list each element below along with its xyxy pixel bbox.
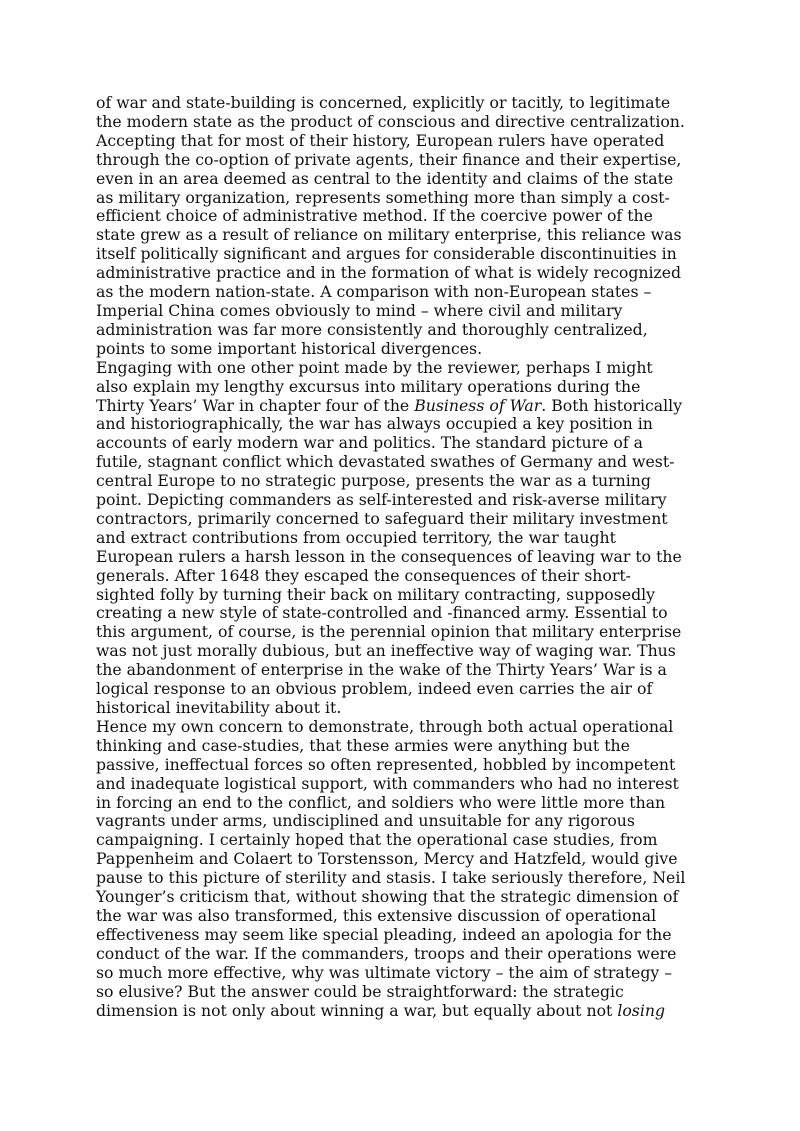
- text-line: point. Depicting commanders as self-interested and risk-averse military: [96, 490, 667, 510]
- text-line: itself politically significant and argues for considerable discontinuities in: [96, 244, 677, 264]
- text-line: and historiographically, the war has always occupied a key position in: [96, 414, 653, 434]
- text-line: Pappenheim and Colaert to Torstensson, Mercy and Hatzfeld, would give: [96, 849, 678, 869]
- text-line: generals. After 1648 they escaped the consequences of their short-: [96, 565, 631, 585]
- text-line: administrative practice and in the formation of what is widely recognized: [96, 263, 682, 283]
- text-run: . Both historically: [541, 395, 683, 415]
- text-line: state grew as a result of reliance on military enterprise, this reliance was: [96, 225, 682, 245]
- text-line: Imperial China comes obviously to mind – where civil and military: [96, 300, 623, 320]
- text-run: Thirty Years’ War in chapter four of the: [96, 395, 415, 415]
- text-line: Hence my own concern to demonstrate, through both actual operational: [96, 716, 674, 736]
- paragraph: [96, 359, 708, 718]
- text-line: futile, stagnant conflict which devastated swathes of Germany and west-: [96, 452, 675, 472]
- text-line: effectiveness may seem like special pleading, indeed an apologia for the: [96, 924, 672, 944]
- text-line: Younger’s criticism that, without showing that the strategic dimension of: [96, 887, 679, 907]
- text-line: passive, ineffectual forces so often represented, hobbled by incompetent: [96, 754, 676, 774]
- text-line: [96, 397, 708, 416]
- text-line: sighted folly by turning their back on military contracting, supposedly: [96, 584, 656, 604]
- book-title: Business of War: [414, 395, 542, 415]
- text-line: logical response to an obvious problem, indeed even carries the air of: [96, 679, 653, 699]
- text-line: contractors, primarily concerned to safeguard their military investment: [96, 508, 668, 528]
- text-line: and inadequate logistical support, with commanders who had no interest: [96, 773, 679, 793]
- text-line: even in an area deemed as central to the identity and claims of the state: [96, 168, 674, 188]
- text-line: historical inevitability about it.: [96, 698, 342, 717]
- document-page: [96, 94, 708, 1020]
- text-line: creating a new style of state-controlled and -financed army. Essential to: [96, 603, 668, 623]
- text-line: European rulers a harsh lesson in the consequences of leaving war to the: [96, 546, 682, 566]
- text-line: [96, 1002, 708, 1021]
- text-run: dimension is not only about winning a war, but equally about not: [96, 1000, 618, 1020]
- text-line: administration was far more consistently and thoroughly centralized,: [96, 319, 648, 339]
- text-line: thinking and case-studies, that these armies were anything but the: [96, 735, 630, 755]
- text-line: also explain my lengthy excursus into military operations during the: [96, 376, 641, 396]
- text-line: campaigning. I certainly hoped that the operational case studies, from: [96, 830, 658, 850]
- text-line: vagrants under arms, undisciplined and unsuitable for any rigorous: [96, 811, 635, 831]
- text-line: conduct of the war. If the commanders, troops and their operations were: [96, 943, 677, 963]
- text-line: central Europe to no strategic purpose, presents the war as a turning: [96, 471, 651, 491]
- text-line: Accepting that for most of their history, European rulers have operated: [96, 130, 665, 150]
- text-line: the modern state as the product of conscious and directive centralization.: [96, 111, 685, 131]
- text-line: so much more effective, why was ultimate victory – the aim of strategy –: [96, 962, 673, 982]
- text-line: was not just morally dubious, but an ineffective way of waging war. Thus: [96, 641, 676, 661]
- text-line: Engaging with one other point made by the reviewer, perhaps I might: [96, 357, 653, 377]
- text-line: through the co-option of private agents, their finance and their expertise,: [96, 149, 682, 169]
- text-line: as the modern nation-state. A comparison with non-European states –: [96, 282, 652, 302]
- paragraph: [96, 94, 708, 359]
- text-line: so elusive? But the answer could be straightforward: the strategic: [96, 981, 624, 1001]
- text-line: of war and state-building is concerned, explicitly or tacitly, to legitimate: [96, 93, 671, 112]
- text-line: accounts of early modern war and politics. The standard picture of a: [96, 433, 643, 453]
- text-line: the war was also transformed, this extensive discussion of operational: [96, 905, 657, 925]
- text-line: pause to this picture of sterility and stasis. I take seriously therefore, Neil: [96, 868, 686, 888]
- emphasis-text: losing: [617, 1000, 665, 1020]
- text-line: and extract contributions from occupied territory, the war taught: [96, 527, 616, 547]
- paragraph: [96, 718, 708, 1021]
- text-line: points to some important historical divergences.: [96, 338, 483, 358]
- text-line: as military organization, represents something more than simply a cost-: [96, 187, 670, 207]
- text-line: the abandonment of enterprise in the wake of the Thirty Years’ War is a: [96, 660, 667, 680]
- text-line: in forcing an end to the conflict, and soldiers who were little more than: [96, 792, 666, 812]
- text-line: efficient choice of administrative method. If the coercive power of the: [96, 206, 653, 226]
- text-line: this argument, of course, is the perennial opinion that military enterprise: [96, 622, 682, 642]
